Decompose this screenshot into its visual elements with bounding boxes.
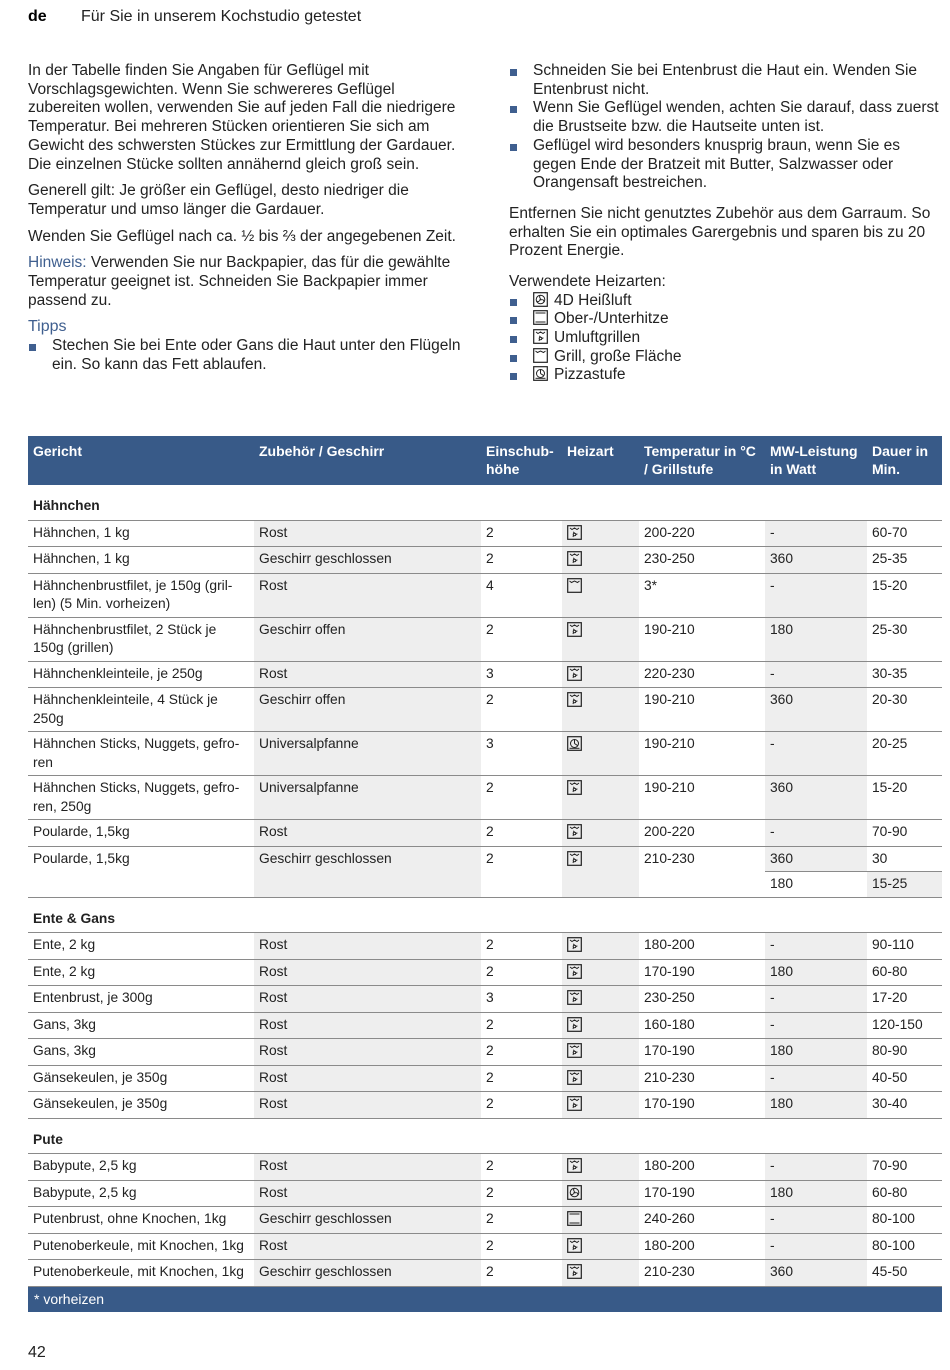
convection-grill-icon xyxy=(567,524,582,540)
cell-temperature: 180-200 xyxy=(639,933,765,960)
cell-temperature: 170-190 xyxy=(639,959,765,986)
cell-microwave: 180 xyxy=(765,617,867,661)
column-header-microwave: MW-Leistung in Watt xyxy=(765,436,867,485)
list-item xyxy=(509,62,942,99)
table-row xyxy=(28,820,942,847)
pizza-setting-icon xyxy=(533,366,548,387)
tip-text: Stechen Sie bei Ente oder Gans die Haut unter den Flügeln ein. So kann das Fett ablaufen. xyxy=(52,337,461,373)
cell-microwave: - xyxy=(765,1012,867,1039)
cell-temperature: 200-220 xyxy=(639,820,765,847)
bullet-square-icon xyxy=(510,144,517,151)
table-row xyxy=(28,1233,942,1260)
cell-microwave: 360 xyxy=(765,688,867,732)
top-bottom-heat-icon xyxy=(567,1210,582,1226)
cell-accessory: Geschirr offen xyxy=(254,688,481,732)
tip-text: Schneiden Sie bei Entenbrust die Haut ein. Wenden Sie Entenbrust nicht. xyxy=(533,62,918,98)
list-item xyxy=(509,348,942,367)
list-item xyxy=(509,137,942,193)
cell-dish: Putenoberkeule, mit Knochen, 1kg xyxy=(28,1233,254,1260)
convection-grill-icon xyxy=(567,1042,582,1058)
cell-microwave: 180 xyxy=(765,872,867,898)
cell-level: 2 xyxy=(481,776,562,820)
bullet-square-icon xyxy=(510,299,517,306)
table-row xyxy=(28,1039,942,1066)
section-title: Pute xyxy=(28,1118,942,1154)
cell-dish: Gans, 3kg xyxy=(28,1039,254,1066)
convection-grill-icon xyxy=(567,779,582,795)
table-header-row xyxy=(28,436,942,485)
cell-duration: 60-70 xyxy=(867,520,942,547)
cell-temperature: 230-250 xyxy=(639,547,765,574)
cell-duration: 15-20 xyxy=(867,776,942,820)
cell-heat xyxy=(562,547,639,574)
convection-grill-icon xyxy=(567,936,582,952)
cell-temperature: 220-230 xyxy=(639,661,765,688)
cell-temperature: 170-190 xyxy=(639,1039,765,1066)
page-number: 42 xyxy=(28,1344,46,1361)
hint-paragraph xyxy=(28,254,468,310)
convection-grill-icon xyxy=(567,989,582,1005)
cell-heat xyxy=(562,1012,639,1039)
convection-grill-icon xyxy=(567,550,582,566)
convection-grill-icon xyxy=(567,823,582,839)
cell-heat xyxy=(562,933,639,960)
right-text-column xyxy=(509,62,942,385)
footnote: * vorheizen xyxy=(28,1286,942,1312)
language-tag: de xyxy=(28,8,47,25)
cell-heat xyxy=(562,661,639,688)
column-header-dish: Gericht xyxy=(28,436,254,485)
section-title: Hähnchen xyxy=(28,485,942,520)
cell-duration: 25-35 xyxy=(867,547,942,574)
cooking-table-container xyxy=(28,436,942,1312)
cell-duration: 30-35 xyxy=(867,661,942,688)
cell-microwave: - xyxy=(765,1065,867,1092)
table-row xyxy=(28,732,942,776)
cell-accessory: Geschirr geschlossen xyxy=(254,1260,481,1287)
table-row xyxy=(28,688,942,732)
footnote-row xyxy=(28,1286,942,1312)
cell-dish: Hähnchenbrustfilet, je 150g (gril- len) (5 Min. vorheizen) xyxy=(28,573,254,617)
column-header-accessory: Zubehör / Geschirr xyxy=(254,436,481,485)
cell-accessory: Rost xyxy=(254,820,481,847)
bullet-square-icon xyxy=(510,69,517,76)
column-header-level: Einschub- höhe xyxy=(481,436,562,485)
cell-dish: Hähnchen, 1 kg xyxy=(28,547,254,574)
table-row xyxy=(28,1012,942,1039)
cell-heat xyxy=(562,1039,639,1066)
cell-level: 2 xyxy=(481,1180,562,1207)
cell-temperature: 240-260 xyxy=(639,1207,765,1234)
full-grill-icon xyxy=(533,348,548,369)
cell-level: 3 xyxy=(481,661,562,688)
convection-grill-icon xyxy=(567,621,582,637)
cell-level: 2 xyxy=(481,1039,562,1066)
cell-microwave: 180 xyxy=(765,1092,867,1119)
section-header-row xyxy=(28,485,942,520)
cell-heat xyxy=(562,1260,639,1287)
cell-heat xyxy=(562,846,639,897)
cell-level: 2 xyxy=(481,1154,562,1181)
cell-duration: 30-40 xyxy=(867,1092,942,1119)
table-row xyxy=(28,1180,942,1207)
cell-accessory: Geschirr geschlossen xyxy=(254,547,481,574)
cell-accessory: Rost xyxy=(254,520,481,547)
cell-heat xyxy=(562,1233,639,1260)
cell-accessory: Rost xyxy=(254,1039,481,1066)
cell-duration: 90-110 xyxy=(867,933,942,960)
cell-level: 2 xyxy=(481,547,562,574)
cell-level: 2 xyxy=(481,617,562,661)
heat-modes-heading: Verwendete Heizarten: xyxy=(509,273,666,291)
convection-grill-icon xyxy=(567,1069,582,1085)
cell-duration: 45-50 xyxy=(867,1260,942,1287)
left-text-column xyxy=(28,62,468,375)
cell-microwave: - xyxy=(765,732,867,776)
cell-level: 2 xyxy=(481,520,562,547)
table-row xyxy=(28,986,942,1013)
full-grill-icon xyxy=(567,577,582,593)
convection-grill-icon xyxy=(567,1157,582,1173)
cell-level: 2 xyxy=(481,1092,562,1119)
intro-paragraph: In der Tabelle finden Sie Angaben für Geflügel mit Vorschlagsgewichten. Wenn Sie schwereres Geflügel zubereiten wollen, verwenden Sie auf jeden Fall die niedrigere Temperatur. Bei mehreren Stücken orientieren Sie sich am Gewicht des schwersten Stückes zur Ermittlung der Gardauer. Die einzelnen Stücke sollten annähernd gleich groß sein. xyxy=(28,62,456,173)
cell-accessory: Rost xyxy=(254,1065,481,1092)
cell-dish: Ente, 2 kg xyxy=(28,933,254,960)
cell-accessory: Rost xyxy=(254,933,481,960)
fan-4d-icon xyxy=(533,292,548,313)
cell-dish: Hähnchenbrustfilet, 2 Stück je 150g (grillen) xyxy=(28,617,254,661)
cell-microwave: 180 xyxy=(765,1180,867,1207)
cell-accessory: Geschirr geschlossen xyxy=(254,846,481,897)
convection-grill-icon xyxy=(567,691,582,707)
bullet-square-icon xyxy=(29,344,36,351)
cell-microwave: - xyxy=(765,1207,867,1234)
cell-temperature: 190-210 xyxy=(639,776,765,820)
cell-dish: Ente, 2 kg xyxy=(28,959,254,986)
cell-temperature: 180-200 xyxy=(639,1233,765,1260)
cell-duration: 70-90 xyxy=(867,1154,942,1181)
hint-label: Hinweis: xyxy=(28,254,87,272)
cell-level: 2 xyxy=(481,820,562,847)
cell-accessory: Rost xyxy=(254,1233,481,1260)
cell-microwave: 180 xyxy=(765,959,867,986)
section-header-row xyxy=(28,897,942,933)
column-header-duration: Dauer in Min. xyxy=(867,436,942,485)
cell-temperature: 190-210 xyxy=(639,617,765,661)
cell-heat xyxy=(562,688,639,732)
tip-text: Wenn Sie Geflügel wenden, achten Sie darauf, dass zuerst die Brustseite bzw. die Hautseite unten ist. xyxy=(533,99,939,136)
table-row xyxy=(28,1154,942,1181)
tips-list xyxy=(28,337,468,374)
cell-level: 2 xyxy=(481,688,562,732)
convection-grill-icon xyxy=(567,1263,582,1279)
cell-duration: 120-150 xyxy=(867,1012,942,1039)
table-row xyxy=(28,661,942,688)
cell-level: 2 xyxy=(481,846,562,897)
cell-duration: 30 xyxy=(867,846,942,872)
cell-temperature: 210-230 xyxy=(639,1065,765,1092)
heat-mode-label: Pizzastufe xyxy=(554,366,626,384)
cell-dish: Hähnchen Sticks, Nuggets, gefro- ren xyxy=(28,732,254,776)
cell-level: 3 xyxy=(481,986,562,1013)
cell-microwave: - xyxy=(765,661,867,688)
convection-grill-icon xyxy=(567,1016,582,1032)
cell-heat xyxy=(562,959,639,986)
cell-duration: 20-25 xyxy=(867,732,942,776)
cell-accessory: Rost xyxy=(254,573,481,617)
cell-duration: 20-30 xyxy=(867,688,942,732)
cell-duration: 60-80 xyxy=(867,1180,942,1207)
cell-duration: 40-50 xyxy=(867,1065,942,1092)
cell-heat xyxy=(562,1180,639,1207)
bullet-square-icon xyxy=(510,106,517,113)
cell-heat xyxy=(562,820,639,847)
cell-temperature: 190-210 xyxy=(639,688,765,732)
table-row xyxy=(28,959,942,986)
cell-microwave: - xyxy=(765,933,867,960)
cell-accessory: Rost xyxy=(254,959,481,986)
bullet-square-icon xyxy=(510,317,517,324)
cell-dish: Babypute, 2,5 kg xyxy=(28,1180,254,1207)
cell-microwave: - xyxy=(765,1154,867,1181)
turn-paragraph: Wenden Sie Geflügel nach ca. ½ bis ⅔ der angegebenen Zeit. xyxy=(28,227,456,245)
list-item xyxy=(509,99,942,136)
cell-dish: Hähnchenkleinteile, je 250g xyxy=(28,661,254,688)
cell-level: 2 xyxy=(481,959,562,986)
cell-temperature: 170-190 xyxy=(639,1092,765,1119)
cell-temperature: 200-220 xyxy=(639,520,765,547)
cell-dish: Gänsekeulen, je 350g xyxy=(28,1065,254,1092)
table-row xyxy=(28,520,942,547)
section-title: Ente & Gans xyxy=(28,897,942,933)
table-row xyxy=(28,1092,942,1119)
cell-microwave: 360 xyxy=(765,776,867,820)
cell-microwave: 360 xyxy=(765,547,867,574)
cell-accessory: Geschirr geschlossen xyxy=(254,1207,481,1234)
tip-text: Geflügel wird besonders knusprig braun, wenn Sie es gegen Ende der Bratzeit mit Butter, Salzwasser oder Orangensaft bestreichen. xyxy=(533,136,901,192)
general-rule-paragraph: Generell gilt: Je größer ein Geflügel, desto niedriger die Temperatur und umso länger die Gardauer. xyxy=(28,182,409,218)
column-header-temperature: Temperatur in °C / Grillstufe xyxy=(639,436,765,485)
cell-microwave: 360 xyxy=(765,846,867,872)
cell-accessory: Rost xyxy=(254,986,481,1013)
cell-temperature: 160-180 xyxy=(639,1012,765,1039)
convection-grill-icon xyxy=(567,665,582,681)
cell-level: 2 xyxy=(481,933,562,960)
cell-dish: Babypute, 2,5 kg xyxy=(28,1154,254,1181)
table-body xyxy=(28,485,942,1286)
cell-heat xyxy=(562,520,639,547)
table-row xyxy=(28,547,942,574)
cell-accessory: Rost xyxy=(254,661,481,688)
cell-microwave: - xyxy=(765,986,867,1013)
heat-mode-label: Ober-/Unterhitze xyxy=(554,310,669,328)
table-row xyxy=(28,1207,942,1234)
section-title: Für Sie in unserem Kochstudio getestet xyxy=(81,8,362,25)
cell-level: 4 xyxy=(481,573,562,617)
cell-duration: 70-90 xyxy=(867,820,942,847)
cell-temperature: 170-190 xyxy=(639,1180,765,1207)
cell-heat xyxy=(562,1207,639,1234)
cell-temperature: 230-250 xyxy=(639,986,765,1013)
tips-list-continued xyxy=(509,62,942,193)
section-header-row xyxy=(28,1118,942,1154)
cell-duration: 80-100 xyxy=(867,1233,942,1260)
cell-heat xyxy=(562,1092,639,1119)
table-row xyxy=(28,1260,942,1287)
cell-level: 2 xyxy=(481,1065,562,1092)
cell-heat xyxy=(562,986,639,1013)
table-row xyxy=(28,1065,942,1092)
list-item xyxy=(28,337,468,374)
hint-text: Verwenden Sie nur Backpapier, das für die gewählte Temperatur geeignet ist. Schneiden Sie Backpapier immer passend zu. xyxy=(28,254,451,309)
cell-dish: Hähnchen Sticks, Nuggets, gefro- ren, 250g xyxy=(28,776,254,820)
list-item xyxy=(509,310,942,329)
bullet-square-icon xyxy=(510,373,517,380)
cell-level: 2 xyxy=(481,1260,562,1287)
column-header-heat: Heizart xyxy=(562,436,639,485)
cell-accessory: Universalpfanne xyxy=(254,776,481,820)
table-row xyxy=(28,617,942,661)
cell-accessory: Universalpfanne xyxy=(254,732,481,776)
cell-microwave: - xyxy=(765,573,867,617)
heat-modes-list xyxy=(509,292,942,385)
cell-level: 2 xyxy=(481,1207,562,1234)
cell-temperature: 210-230 xyxy=(639,1260,765,1287)
heat-mode-label: Grill, große Fläche xyxy=(554,347,682,365)
accessory-paragraph: Entfernen Sie nicht genutztes Zubehör aus dem Garraum. So erhalten Sie ein optimales Garergebnis und sparen bis zu 20 Prozent Energie. xyxy=(509,204,931,260)
list-item xyxy=(509,329,942,348)
cell-level: 2 xyxy=(481,1012,562,1039)
cell-heat xyxy=(562,1065,639,1092)
convection-grill-icon xyxy=(533,329,548,350)
cell-heat xyxy=(562,776,639,820)
cell-level: 2 xyxy=(481,1233,562,1260)
cell-temperature: 190-210 xyxy=(639,732,765,776)
convection-grill-icon xyxy=(567,850,582,866)
poultry-cooking-table xyxy=(28,436,942,1312)
cell-duration: 17-20 xyxy=(867,986,942,1013)
bullet-square-icon xyxy=(510,355,517,362)
convection-grill-icon xyxy=(567,1095,582,1111)
heat-mode-label: 4D Heißluft xyxy=(554,291,632,309)
bullet-square-icon xyxy=(510,336,517,343)
cell-microwave: 180 xyxy=(765,1039,867,1066)
cell-accessory: Rost xyxy=(254,1180,481,1207)
cell-heat xyxy=(562,573,639,617)
convection-grill-icon xyxy=(567,963,582,979)
cell-duration: 80-90 xyxy=(867,1039,942,1066)
cell-microwave: - xyxy=(765,820,867,847)
cell-heat xyxy=(562,732,639,776)
cell-duration: 15-20 xyxy=(867,573,942,617)
list-item xyxy=(509,292,942,311)
tips-heading: Tipps xyxy=(28,318,67,336)
cell-accessory: Rost xyxy=(254,1012,481,1039)
cell-dish: Putenoberkeule, mit Knochen, 1kg xyxy=(28,1260,254,1287)
table-row xyxy=(28,573,942,617)
top-bottom-heat-icon xyxy=(533,310,548,331)
cell-accessory: Geschirr offen xyxy=(254,617,481,661)
cell-temperature: 3* xyxy=(639,573,765,617)
table-row xyxy=(28,776,942,820)
cell-temperature: 180-200 xyxy=(639,1154,765,1181)
cell-dish: Gans, 3kg xyxy=(28,1012,254,1039)
cell-dish: Putenbrust, ohne Knochen, 1kg xyxy=(28,1207,254,1234)
table-row xyxy=(28,846,942,872)
cell-level: 3 xyxy=(481,732,562,776)
cell-duration: 25-30 xyxy=(867,617,942,661)
cell-dish: Hähnchenkleinteile, 4 Stück je 250g xyxy=(28,688,254,732)
convection-grill-icon xyxy=(567,1237,582,1253)
cell-dish: Hähnchen, 1 kg xyxy=(28,520,254,547)
page-header xyxy=(28,8,942,28)
cell-microwave: - xyxy=(765,1233,867,1260)
cell-duration: 15-25 xyxy=(867,872,942,898)
cell-dish: Poularde, 1,5kg xyxy=(28,820,254,847)
cell-dish: Entenbrust, je 300g xyxy=(28,986,254,1013)
cell-duration: 80-100 xyxy=(867,1207,942,1234)
pizza-setting-icon xyxy=(567,735,582,751)
list-item xyxy=(509,366,942,385)
cell-dish: Gänsekeulen, je 350g xyxy=(28,1092,254,1119)
table-row xyxy=(28,933,942,960)
fan-4d-icon xyxy=(567,1184,582,1200)
cell-duration: 60-80 xyxy=(867,959,942,986)
cell-heat xyxy=(562,617,639,661)
cell-dish: Poularde, 1,5kg xyxy=(28,846,254,897)
cell-microwave: 360 xyxy=(765,1260,867,1287)
cell-accessory: Rost xyxy=(254,1092,481,1119)
cell-temperature: 210-230 xyxy=(639,846,765,897)
heat-mode-label: Umluftgrillen xyxy=(554,329,641,347)
cell-microwave: - xyxy=(765,520,867,547)
cell-heat xyxy=(562,1154,639,1181)
cell-accessory: Rost xyxy=(254,1154,481,1181)
